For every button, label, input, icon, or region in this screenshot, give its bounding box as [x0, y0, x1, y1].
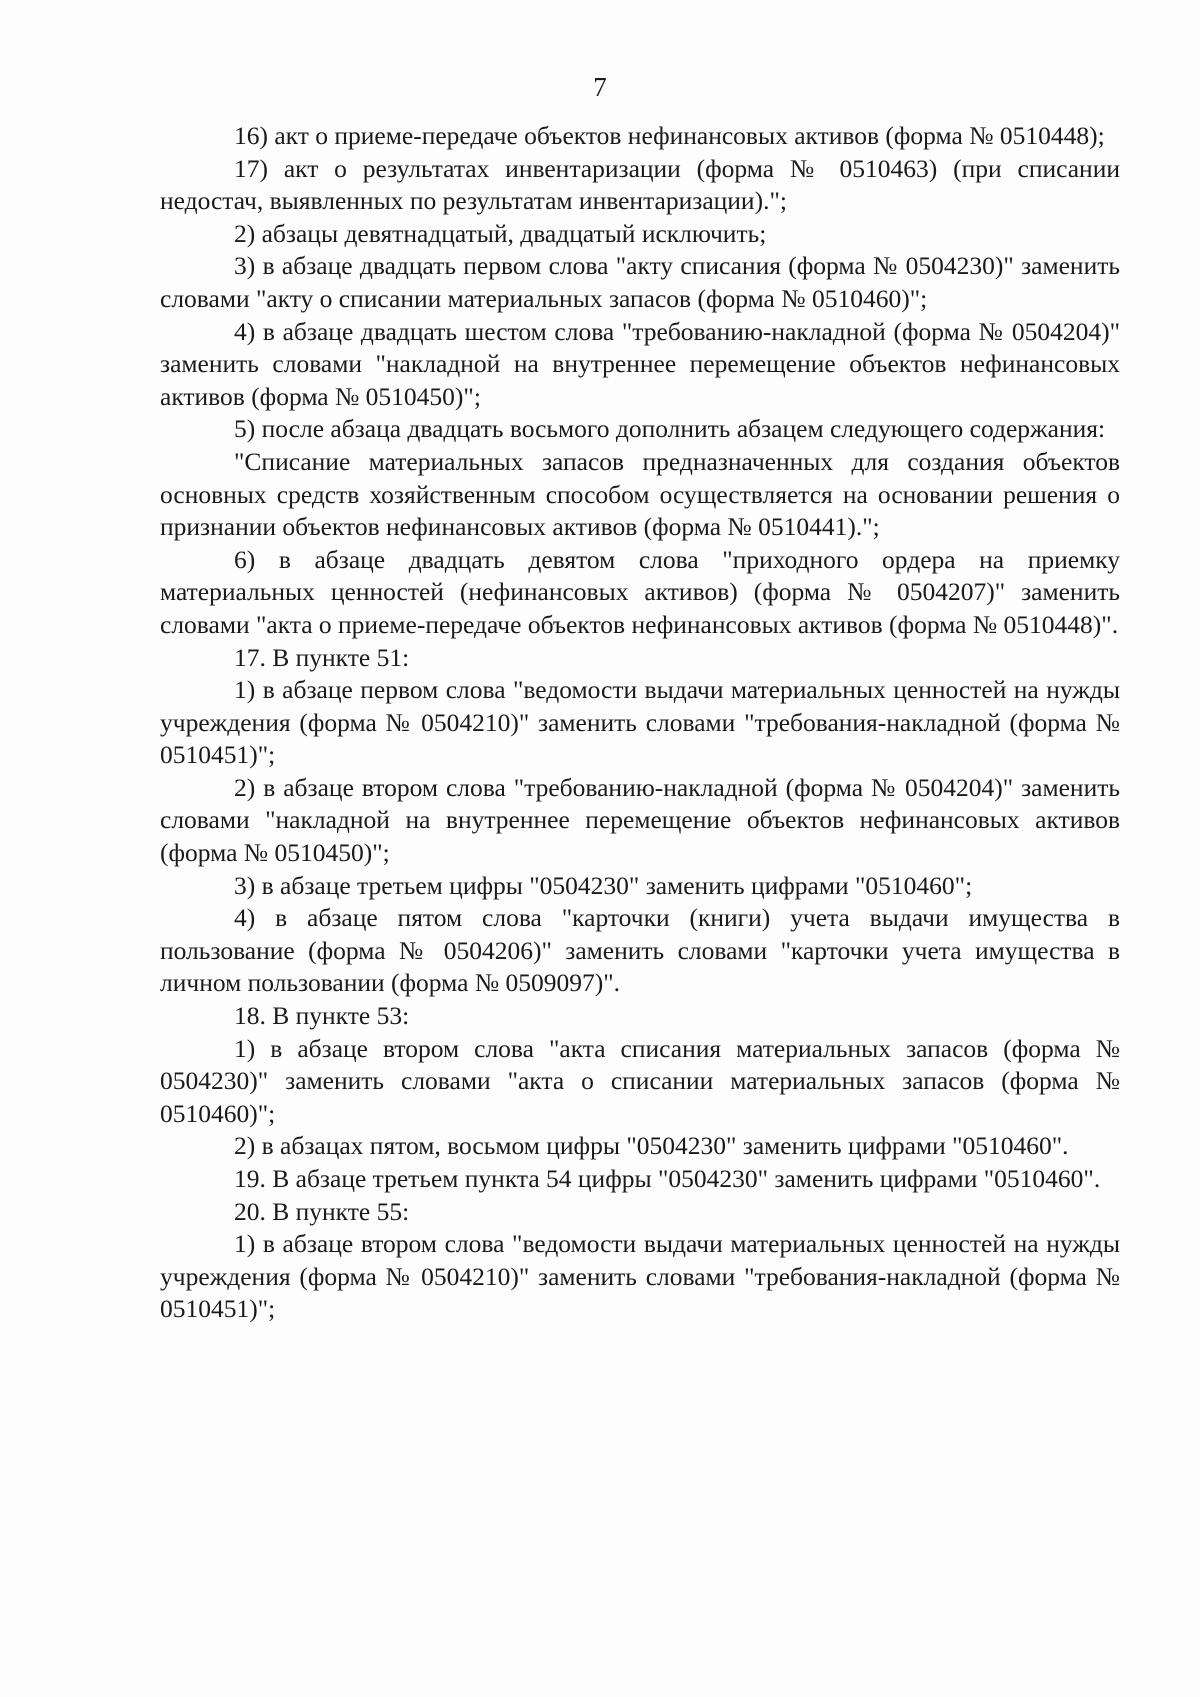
document-body — [160, 120, 1120, 1326]
paragraph-quoted-insert: "Списание материальных запасов предназначенных для создания объектов основных средств хозяйственным способом осуществляется на основании решения о признании объектов нефинансовых активов (форма № 0510441)."; — [160, 446, 1120, 542]
paragraph-17-2: 2) в абзаце втором слова "требованию-накладной (форма № 0504204)" заменить словами "накладной на внутреннее перемещение объектов нефинансовых активов (форма № 0510450)"; — [160, 772, 1120, 868]
paragraph-amend-5: 5) после абзаца двадцать восьмого дополнить абзацем следующего содержания: — [234, 414, 1106, 444]
paragraph-amend-6: 6) в абзаце двадцать девятом слова "приходного ордера на приемку материальных ценностей (нефинансовых активов) (форма № 0504207)" заменить словами "акта о приеме-передаче объектов нефинансовых активов (форма № 0510448)". — [160, 544, 1120, 639]
paragraph-20-1: 1) в абзаце втором слова "ведомости выдачи материальных ценностей на нужды учреждения (форма № 0504210)" заменить словами "требования-накладной (форма № 0510451)"; — [160, 1229, 1120, 1324]
section-heading-20: 20. В пункте 55: — [234, 1196, 410, 1226]
paragraph-17-act-inventarizacii: 17) акт о результатах инвентаризации (форма № 0510463) (при списании недостач, выявленных по результатам инвентаризации)."; — [160, 153, 1120, 216]
paragraph-amend-3: 3) в абзаце двадцать первом слова "акту списания (форма № 0504230)" заменить словами "акту о списании материальных запасов (форма № 0510460)"; — [160, 251, 1120, 313]
section-heading-17: 17. В пункте 51: — [234, 642, 410, 672]
paragraph-amend-4: 4) в абзаце двадцать шестом слова "требованию-накладной (форма № 0504204)" заменить словами "накладной на внутреннее перемещение объектов нефинансовых активов (форма № 0510450)"; — [160, 316, 1120, 411]
paragraph-amend-2: 2) абзацы девятнадцатый, двадцатый исключить; — [234, 218, 767, 248]
paragraph-17-3: 3) в абзаце третьем цифры "0504230" заменить цифрами "0510460"; — [234, 870, 973, 900]
section-19: 19. В абзаце третьем пункта 54 цифры "0504230" заменить цифрами "0510460". — [234, 1164, 1101, 1193]
paragraph-16-act-priem-peredacha: 16) акт о приеме-передаче объектов нефинансовых активов (форма № 0510448); — [234, 121, 1105, 150]
paragraph-18-2: 2) в абзацах пятом, восьмом цифры "0504230" заменить цифрами "0510460". — [234, 1131, 1069, 1161]
paragraph-17-4: 4) в абзаце пятом слова "карточки (книги) учета выдачи имущества в пользование (форма № 0504206)" заменить словами "карточки учета имущества в личном пользовании (форма № 0509097)". — [160, 903, 1120, 998]
section-heading-18: 18. В пункте 53: — [234, 1001, 410, 1031]
paragraph-17-1: 1) в абзаце первом слова "ведомости выдачи материальных ценностей на нужды учреждения (форма № 0504210)" заменить словами "требования-накладной (форма № 0510451)"; — [160, 675, 1120, 770]
paragraph-18-1: 1) в абзаце втором слова "акта списания материальных запасов (форма № 0504230)" заменить словами "акта о списании материальных запасов (форма № 0510460)"; — [160, 1033, 1120, 1128]
page-number: 7 — [593, 72, 607, 102]
